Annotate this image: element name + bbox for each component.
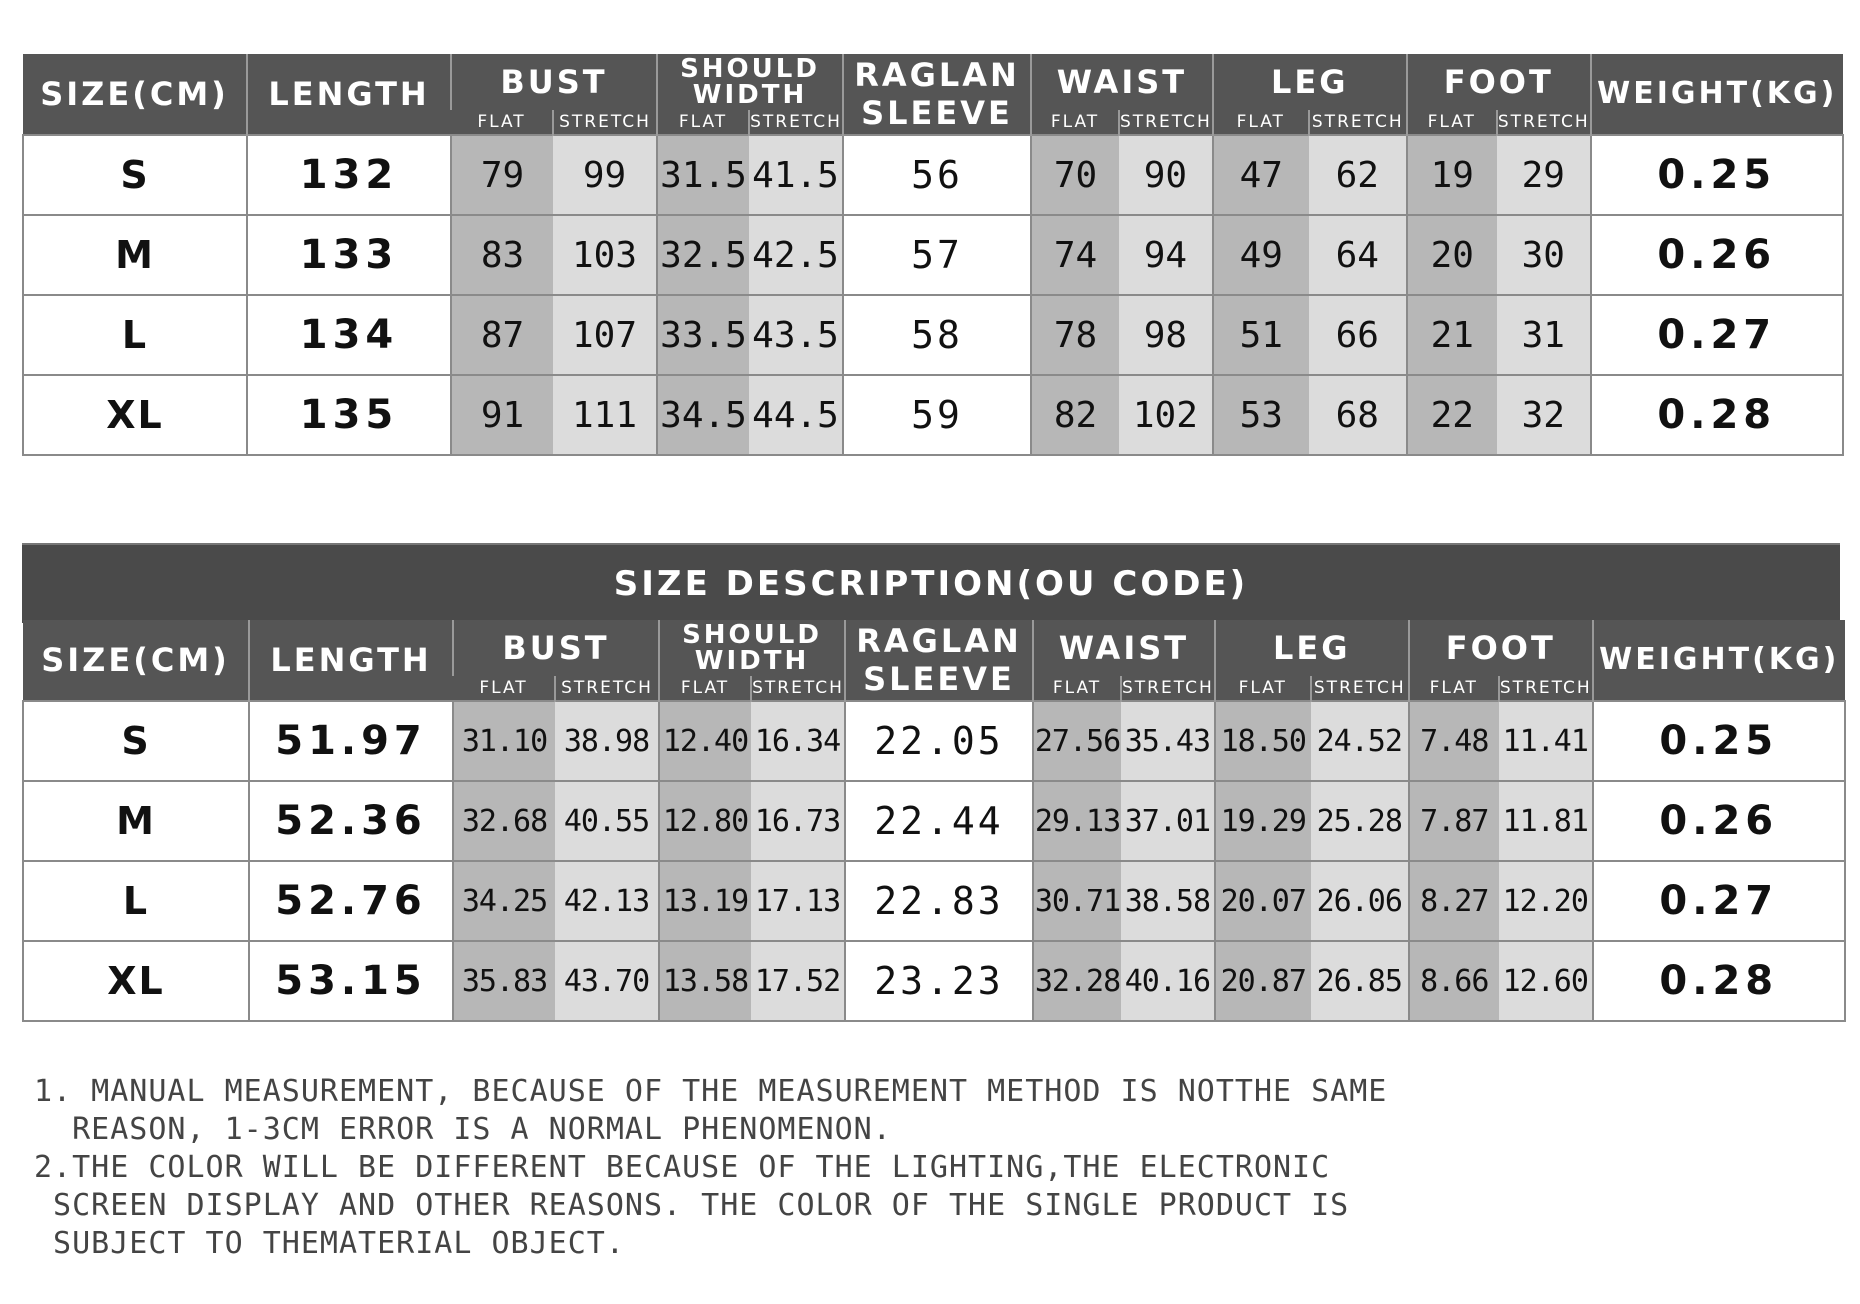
cell-foot-flat: 8.66 [1409,941,1499,1021]
cell-waist-flat: 70 [1031,135,1119,215]
header-should-width-line1: SHOULD [680,54,820,84]
cell-size: M [23,215,247,295]
header-should-width [657,54,843,110]
cell-bust-flat: 79 [451,135,553,215]
cell-foot-flat: 22 [1407,375,1497,455]
cell-bust-stretch: 38.98 [555,701,659,781]
cell-raglan: 22.44 [845,781,1033,861]
header-leg: LEG [1215,620,1409,676]
cell-sw-stretch: 17.13 [751,861,845,941]
cell-raglan: 22.05 [845,701,1033,781]
cell-foot-flat: 19 [1407,135,1497,215]
measurement-notes [34,1073,1534,1263]
header-should-width [659,620,845,676]
subheader-sw-stretch: STRETCH [749,110,843,135]
table-row [23,135,1843,215]
cell-length: 51.97 [249,701,453,781]
header-bust: BUST [453,620,659,676]
cell-weight: 0.28 [1591,375,1843,455]
cell-raglan: 59 [843,375,1031,455]
cell-leg-flat: 51 [1213,295,1309,375]
cell-raglan: 56 [843,135,1031,215]
note-line-2: REASON, 1-3CM ERROR IS A NORMAL PHENOMENON. [34,1112,892,1147]
header-should-width-line1: SHOULD [682,620,822,650]
cell-foot-stretch: 12.20 [1499,861,1593,941]
cell-foot-flat: 21 [1407,295,1497,375]
cell-waist-stretch: 98 [1119,295,1213,375]
cell-sw-flat: 12.80 [659,781,751,861]
cell-length: 52.36 [249,781,453,861]
cell-length: 132 [247,135,451,215]
cell-weight: 0.26 [1591,215,1843,295]
cell-leg-stretch: 24.52 [1311,701,1409,781]
subheader-waist-flat: FLAT [1033,676,1121,701]
cell-raglan: 22.83 [845,861,1033,941]
cell-raglan: 58 [843,295,1031,375]
table-row [23,941,1845,1021]
header-length: LENGTH [249,620,453,701]
cell-waist-flat: 32.28 [1033,941,1121,1021]
size-table-inch [22,620,1846,1022]
subheader-sw-flat: FLAT [659,676,751,701]
cell-sw-stretch: 41.5 [749,135,843,215]
cell-weight: 0.28 [1593,941,1845,1021]
cell-leg-flat: 47 [1213,135,1309,215]
cell-foot-stretch: 29 [1497,135,1591,215]
cell-leg-stretch: 62 [1309,135,1407,215]
cell-length: 134 [247,295,451,375]
cell-leg-flat: 18.50 [1215,701,1311,781]
header-foot: FOOT [1409,620,1593,676]
table-row [23,701,1845,781]
header-raglan-sleeve [843,54,1031,135]
cell-size: M [23,781,249,861]
subheader-foot-stretch: STRETCH [1499,676,1593,701]
cell-leg-stretch: 68 [1309,375,1407,455]
cell-foot-stretch: 30 [1497,215,1591,295]
cell-sw-stretch: 17.52 [751,941,845,1021]
header-should-width-line2: WIDTH [692,80,808,110]
cell-waist-stretch: 94 [1119,215,1213,295]
cell-bust-stretch: 111 [553,375,657,455]
cell-weight: 0.25 [1593,701,1845,781]
cell-bust-flat: 83 [451,215,553,295]
table-row [23,215,1843,295]
cell-waist-stretch: 102 [1119,375,1213,455]
cell-size: L [23,295,247,375]
cell-sw-flat: 34.5 [657,375,749,455]
cell-sw-flat: 12.40 [659,701,751,781]
header-raglan-sleeve [845,620,1033,701]
cell-leg-flat: 20.87 [1215,941,1311,1021]
cell-sw-stretch: 44.5 [749,375,843,455]
cell-weight: 0.26 [1593,781,1845,861]
size-description-title: SIZE DESCRIPTION(OU CODE) [22,543,1840,623]
cell-foot-stretch: 32 [1497,375,1591,455]
subheader-foot-stretch: STRETCH [1497,110,1591,135]
cell-waist-flat: 74 [1031,215,1119,295]
cell-foot-stretch: 31 [1497,295,1591,375]
cell-bust-stretch: 99 [553,135,657,215]
cell-length: 135 [247,375,451,455]
cell-weight: 0.27 [1591,295,1843,375]
cell-length: 53.15 [249,941,453,1021]
cell-sw-flat: 33.5 [657,295,749,375]
size-table-cm [22,54,1844,456]
subheader-leg-flat: FLAT [1215,676,1311,701]
cell-foot-flat: 7.48 [1409,701,1499,781]
cell-sw-stretch: 16.73 [751,781,845,861]
cell-foot-flat: 7.87 [1409,781,1499,861]
header-bust: BUST [451,54,657,110]
cell-sw-flat: 13.58 [659,941,751,1021]
subheader-sw-stretch: STRETCH [751,676,845,701]
header-weight: WEIGHT(KG) [1591,54,1843,135]
header-raglan-line2: SLEEVE [861,94,1013,132]
header-waist: WAIST [1031,54,1213,110]
table-row [23,781,1845,861]
cell-raglan: 57 [843,215,1031,295]
subheader-foot-flat: FLAT [1407,110,1497,135]
header-raglan-line1: RAGLAN [856,622,1022,660]
cell-leg-flat: 20.07 [1215,861,1311,941]
note-line-4: SCREEN DISPLAY AND OTHER REASONS. THE COLOR OF THE SINGLE PRODUCT IS [34,1188,1350,1223]
cell-waist-stretch: 35.43 [1121,701,1215,781]
cell-waist-stretch: 90 [1119,135,1213,215]
cell-bust-stretch: 40.55 [555,781,659,861]
cell-size: XL [23,941,249,1021]
subheader-waist-stretch: STRETCH [1119,110,1213,135]
header-raglan-line2: SLEEVE [863,660,1015,698]
cell-size: L [23,861,249,941]
cell-waist-flat: 29.13 [1033,781,1121,861]
cell-length: 52.76 [249,861,453,941]
subheader-bust-flat: FLAT [451,110,553,135]
cell-foot-stretch: 11.41 [1499,701,1593,781]
cell-sw-flat: 31.5 [657,135,749,215]
cell-sw-stretch: 42.5 [749,215,843,295]
cell-size: S [23,701,249,781]
table-body-inch [23,701,1845,1021]
cell-foot-flat: 8.27 [1409,861,1499,941]
note-line-1: 1. MANUAL MEASUREMENT, BECAUSE OF THE MEASUREMENT METHOD IS NOTTHE SAME [34,1074,1388,1109]
cell-sw-stretch: 16.34 [751,701,845,781]
cell-bust-flat: 31.10 [453,701,555,781]
cell-waist-stretch: 40.16 [1121,941,1215,1021]
subheader-waist-stretch: STRETCH [1121,676,1215,701]
cell-bust-stretch: 42.13 [555,861,659,941]
header-should-width-line2: WIDTH [694,646,810,676]
cell-waist-flat: 27.56 [1033,701,1121,781]
cell-bust-flat: 91 [451,375,553,455]
table-row [23,375,1843,455]
table-row [23,295,1843,375]
cell-sw-flat: 32.5 [657,215,749,295]
note-line-3: 2.THE COLOR WILL BE DIFFERENT BECAUSE OF THE LIGHTING,THE ELECTRONIC [34,1150,1331,1185]
cell-waist-flat: 78 [1031,295,1119,375]
cell-size: S [23,135,247,215]
cell-bust-stretch: 103 [553,215,657,295]
header-waist: WAIST [1033,620,1215,676]
table-body-cm [23,135,1843,455]
cell-leg-stretch: 25.28 [1311,781,1409,861]
cell-leg-flat: 19.29 [1215,781,1311,861]
cell-leg-stretch: 26.06 [1311,861,1409,941]
cell-length: 133 [247,215,451,295]
cell-sw-flat: 13.19 [659,861,751,941]
cell-foot-stretch: 11.81 [1499,781,1593,861]
cell-bust-flat: 87 [451,295,553,375]
subheader-bust-stretch: STRETCH [553,110,657,135]
cell-bust-stretch: 107 [553,295,657,375]
cell-leg-flat: 53 [1213,375,1309,455]
header-size: SIZE(CM) [23,620,249,701]
subheader-bust-stretch: STRETCH [555,676,659,701]
header-length: LENGTH [247,54,451,135]
cell-weight: 0.27 [1593,861,1845,941]
cell-bust-flat: 32.68 [453,781,555,861]
cell-leg-flat: 49 [1213,215,1309,295]
subheader-leg-stretch: STRETCH [1311,676,1409,701]
header-leg: LEG [1213,54,1407,110]
header-size: SIZE(CM) [23,54,247,135]
cell-sw-stretch: 43.5 [749,295,843,375]
table-row [23,861,1845,941]
subheader-sw-flat: FLAT [657,110,749,135]
cell-foot-stretch: 12.60 [1499,941,1593,1021]
subheader-bust-flat: FLAT [453,676,555,701]
header-weight: WEIGHT(KG) [1593,620,1845,701]
cell-bust-flat: 35.83 [453,941,555,1021]
subheader-leg-stretch: STRETCH [1309,110,1407,135]
cell-weight: 0.25 [1591,135,1843,215]
cell-leg-stretch: 26.85 [1311,941,1409,1021]
header-foot: FOOT [1407,54,1591,110]
cell-raglan: 23.23 [845,941,1033,1021]
note-line-5: SUBJECT TO THEMATERIAL OBJECT. [34,1226,625,1261]
cell-bust-stretch: 43.70 [555,941,659,1021]
cell-waist-flat: 82 [1031,375,1119,455]
subheader-waist-flat: FLAT [1031,110,1119,135]
subheader-foot-flat: FLAT [1409,676,1499,701]
cell-waist-stretch: 38.58 [1121,861,1215,941]
cell-bust-flat: 34.25 [453,861,555,941]
cell-waist-stretch: 37.01 [1121,781,1215,861]
cell-leg-stretch: 66 [1309,295,1407,375]
subheader-leg-flat: FLAT [1213,110,1309,135]
header-raglan-line1: RAGLAN [854,56,1020,94]
cell-leg-stretch: 64 [1309,215,1407,295]
cell-waist-flat: 30.71 [1033,861,1121,941]
cell-foot-flat: 20 [1407,215,1497,295]
cell-size: XL [23,375,247,455]
